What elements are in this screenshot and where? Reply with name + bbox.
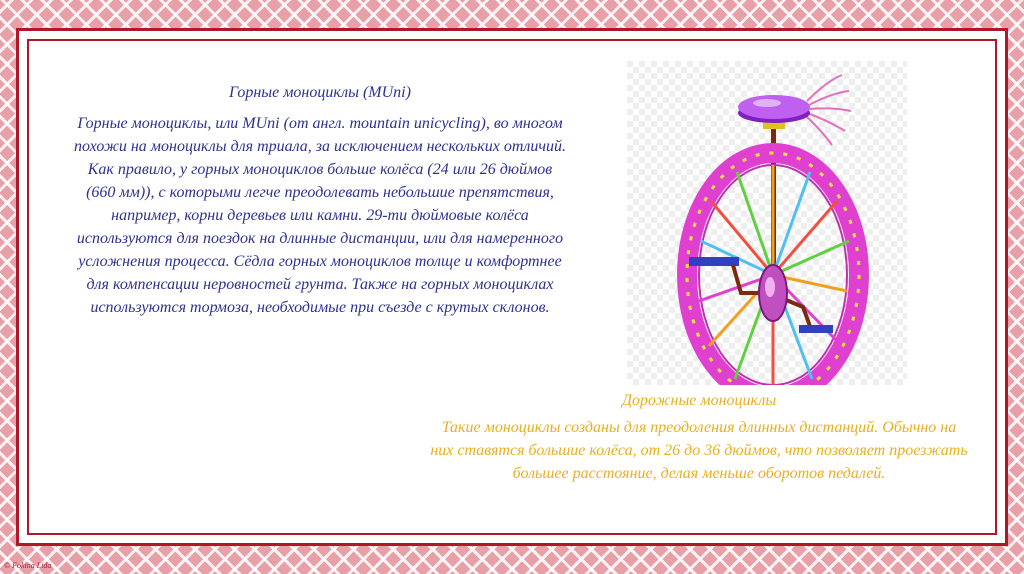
wheel-hub-highlight xyxy=(765,277,775,297)
mountain-unicycles-section xyxy=(73,81,567,319)
unicycle-image xyxy=(627,61,907,385)
section-title-mountain: Горные моноциклы (MUni) xyxy=(229,84,411,101)
section-body-mountain: Горные моноциклы, или MUni (от англ. mountain unicycling), во многом похожи на моноциклы для триала, за исключением нескольких отличий. Как правило, у горных моноциклов больше колёса (24 или 26 дюймов (660 мм)), с которыми легче преодолевать небольшие препятствия, например, корни деревьев или камни. 29-ти дюймовые колёса используются для поездок на длинные дистанции, или для намеренного усложнения процесса. Сёдла горных моноциклов толще и комфортнее для компенсации неровностей грунта. Также на горных моноциклах используются тормоза, необходимые при съезде с крутых склонов. xyxy=(74,115,566,316)
section-title-road: Дорожные моноциклы xyxy=(621,392,777,409)
road-unicycles-section xyxy=(429,389,969,485)
section-body-road: Такие моноциклы созданы для преодоления длинных дистанций. Обычно на них ставятся большие колёса, от 26 до 36 дюймов, что позволяет проезжать большее расстояние, делая меньше оборотов педалей. xyxy=(430,419,968,482)
slide-frame xyxy=(16,28,1008,546)
slide-inner-frame xyxy=(27,39,997,535)
watermark: © Fokina Lida xyxy=(4,561,52,570)
